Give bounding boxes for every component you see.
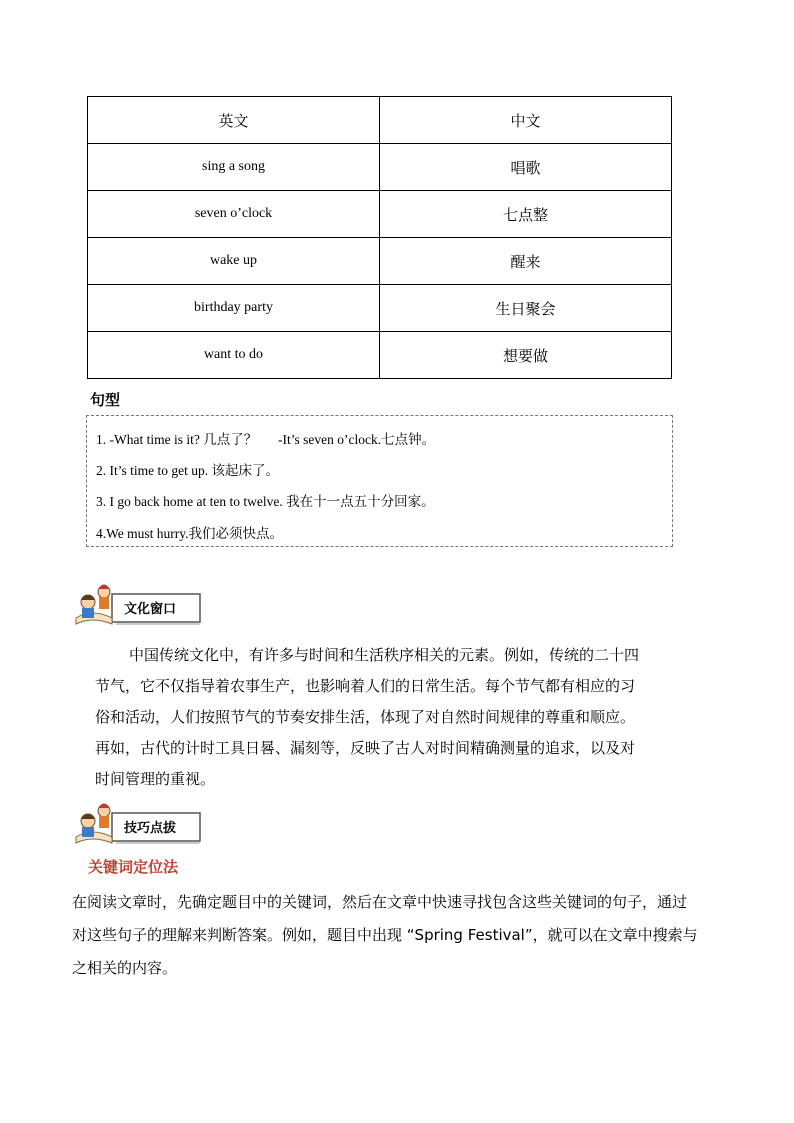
cell-chinese: 醒来 [380, 238, 672, 285]
cell-chinese: 七点整 [380, 191, 672, 238]
header-english: 英文 [88, 97, 380, 144]
sentence-box [86, 415, 673, 547]
sentence-english: 1. -What time is it? [96, 432, 200, 447]
sentence-english: 4.We must hurry. [96, 526, 189, 541]
sentence-item [96, 490, 435, 510]
sentence-item [96, 459, 279, 479]
paragraph-line: 在阅读文章时，先确定题目中的关键词，然后在文章中快速寻找包含这些关键词的句子，通过 [72, 893, 688, 911]
cell-english: birthday party [88, 285, 380, 332]
paragraph-line: 中国传统文化中，有许多与时间和生活秩序相关的元素。例如，传统的二十四 [129, 646, 640, 664]
sentence-chinese: 几点了？ [203, 432, 258, 448]
sentence-chinese: 我们必须快点。 [188, 526, 284, 542]
cell-english: wake up [88, 238, 380, 285]
cell-english: want to do [88, 332, 380, 379]
sentence-item [96, 522, 283, 542]
sentence-chinese: 该起床了。 [211, 463, 279, 479]
table-row [88, 332, 672, 379]
cell-english: seven o’clock [88, 191, 380, 238]
culture-badge-label: 文化窗口 [124, 602, 177, 617]
sentence-english: -It’s seven o’clock. [277, 432, 382, 447]
sentence-chinese: 我在十一点五十分回家。 [286, 494, 435, 510]
culture-paragraph [95, 640, 695, 795]
method-paragraph [72, 886, 727, 985]
table-row [88, 144, 672, 191]
table-row [88, 191, 672, 238]
sentence-chinese: 七点钟。 [381, 432, 436, 448]
sentence-item [96, 428, 435, 448]
paragraph-line: 之相关的内容。 [72, 959, 178, 977]
paragraph-line: 节气，它不仅指导着农事生产，也影响着人们的日常生活。每个节气都有相应的习 [95, 677, 636, 695]
header-chinese: 中文 [380, 97, 672, 144]
sentence-section-label: 句型 [90, 391, 121, 409]
cell-english: sing a song [88, 144, 380, 191]
table-header-row [88, 97, 672, 144]
tips-badge-label: 技巧点拔 [124, 821, 177, 836]
sentence-english: 3. I go back home at ten to twelve. [96, 494, 283, 509]
cell-chinese: 生日聚会 [380, 285, 672, 332]
cell-chinese: 想要做 [380, 332, 672, 379]
table-row [88, 285, 672, 332]
tips-badge [72, 797, 202, 849]
table-row [88, 238, 672, 285]
sentence-english: 2. It’s time to get up. [96, 463, 209, 478]
paragraph-line: 对这些句子的理解来判断答案。例如，题目中出现 “Spring Festival”，就可以在文章中搜索与 [72, 926, 698, 944]
cell-chinese: 唱歌 [380, 144, 672, 191]
vocab-table [87, 96, 672, 379]
paragraph-line: 俗和活动，人们按照节气的节奏安排生活，体现了对自然时间规律的尊重和顺应。 [95, 708, 636, 726]
paragraph-line: 再如，古代的计时工具日晷、漏刻等，反映了古人对时间精确测量的追求，以及对 [95, 739, 636, 757]
method-title: 关键词定位法 [88, 858, 179, 876]
paragraph-line: 时间管理的重视。 [95, 770, 216, 788]
culture-badge [72, 578, 202, 630]
